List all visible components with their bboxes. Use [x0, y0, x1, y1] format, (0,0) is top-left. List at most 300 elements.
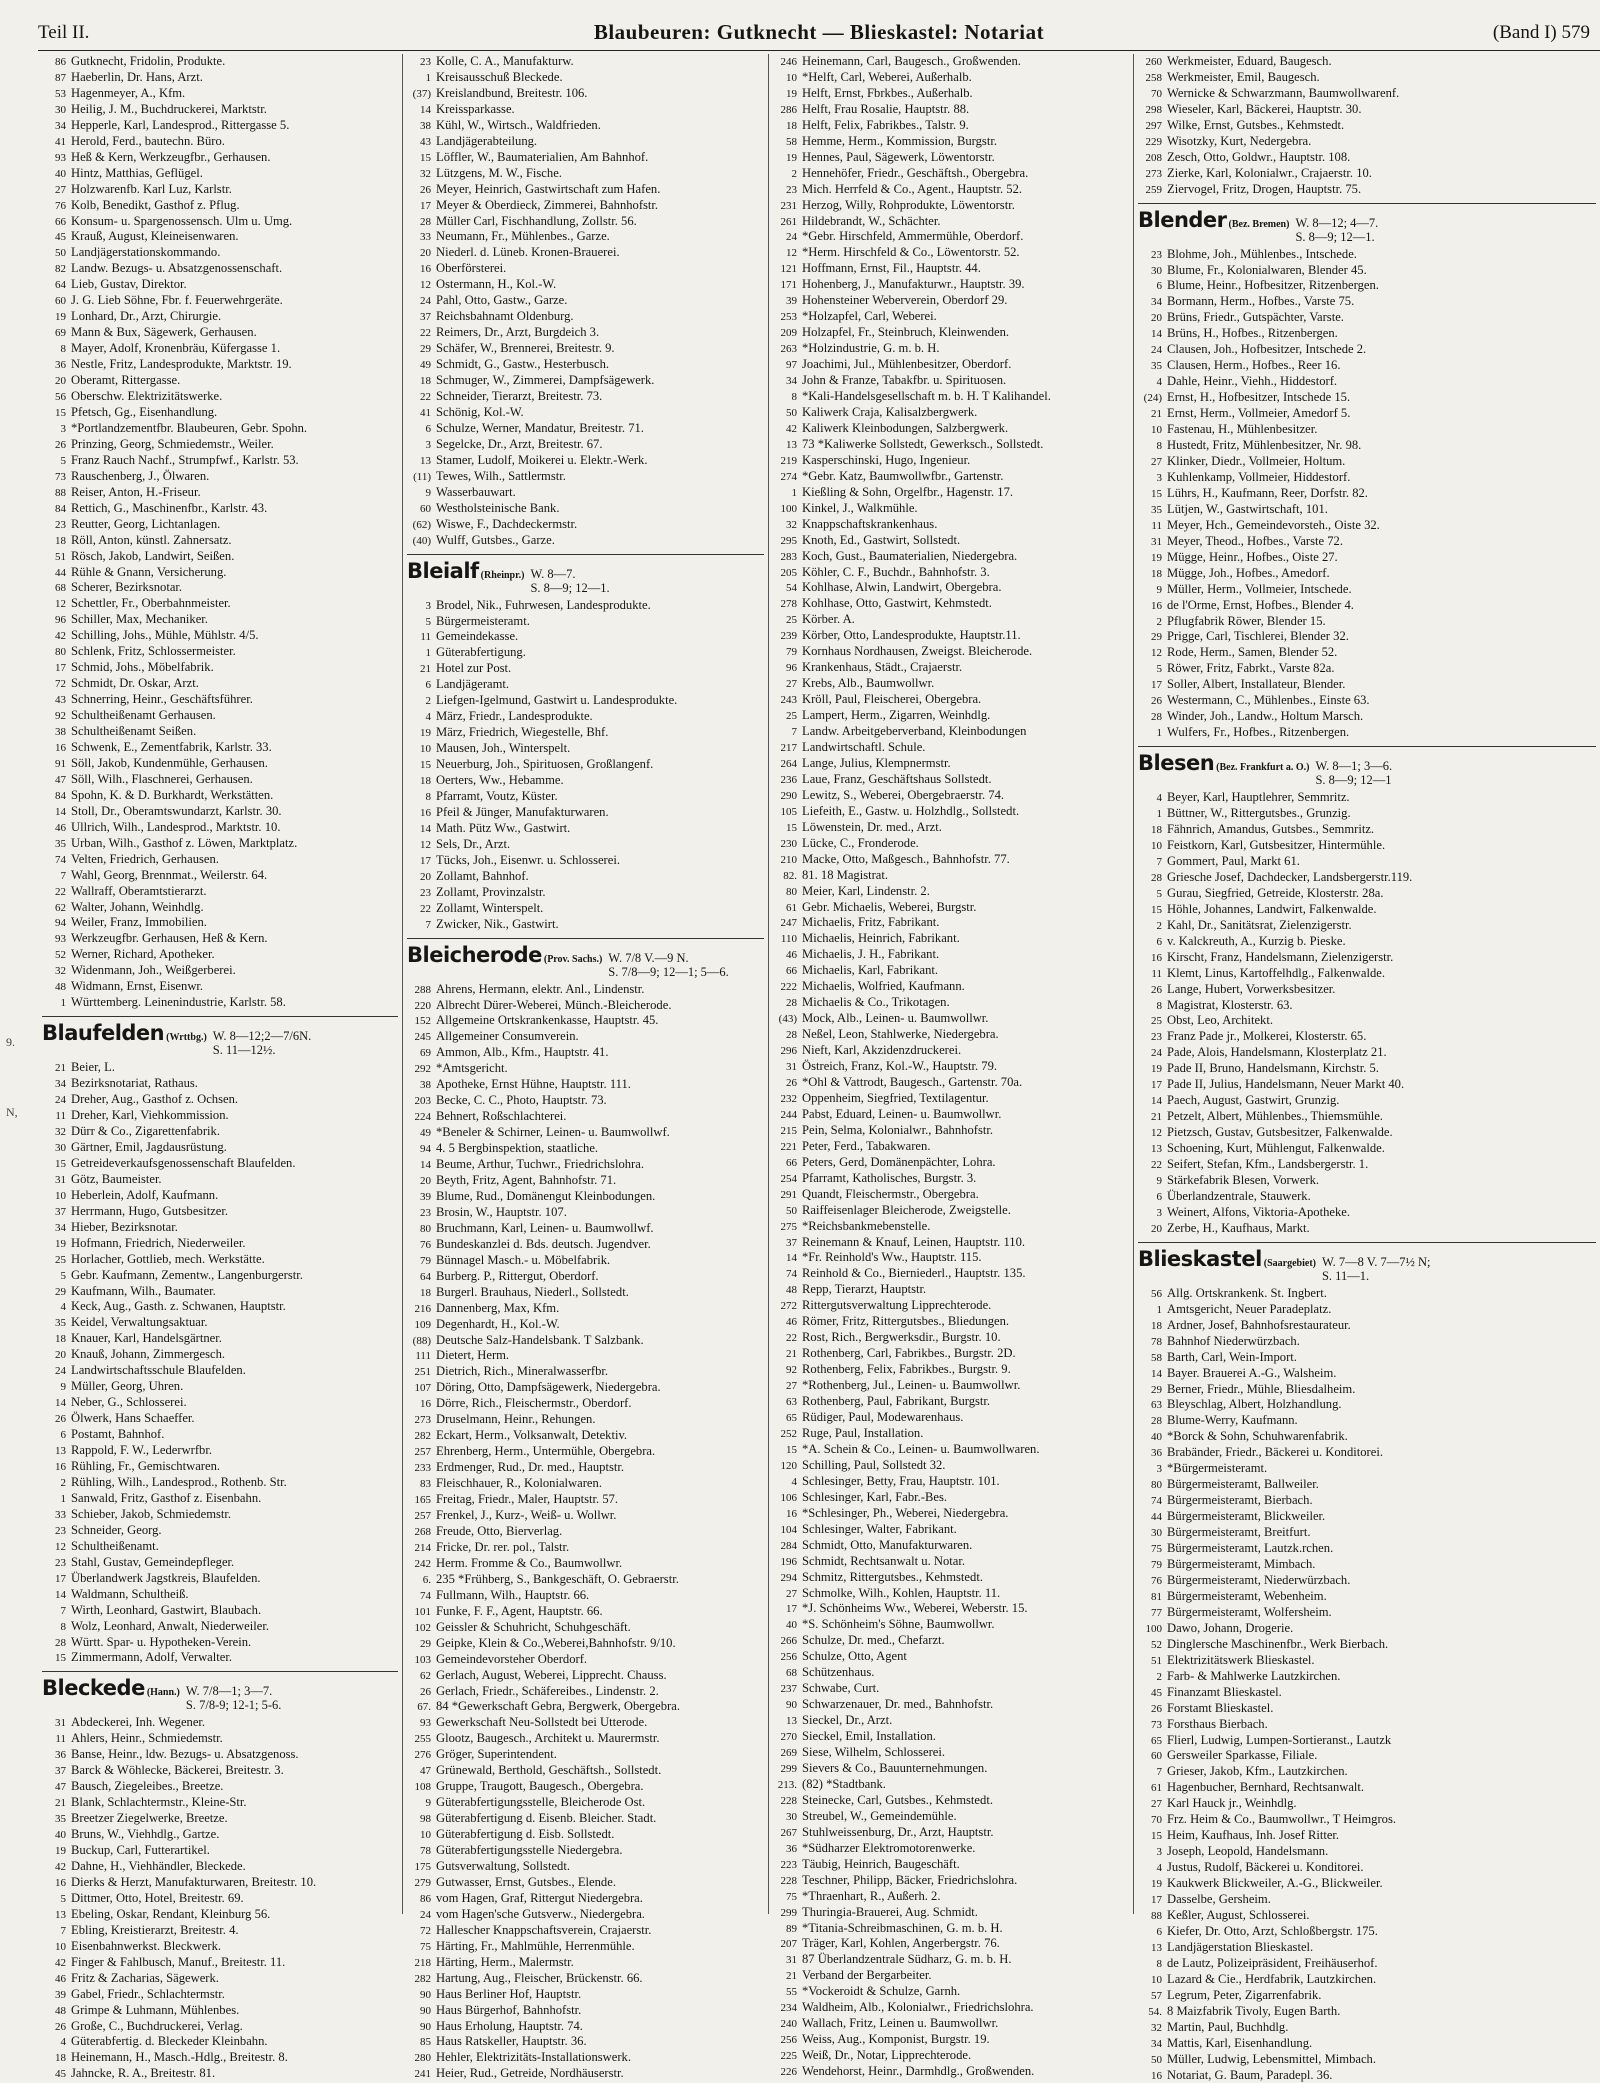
subscriber-name: Seifert, Stefan, Kfm., Landsbergerstr. 1. [1167, 1157, 1369, 1172]
subscriber-name: Schultheißenamt. [71, 1538, 159, 1553]
directory-entry [773, 517, 1129, 533]
phone-number: 295 [780, 534, 797, 547]
phone-number: 37 [786, 1236, 797, 1249]
directory-entry [773, 1506, 1129, 1522]
phone-number: 288 [414, 983, 431, 996]
phone-number: 7 [1156, 855, 1162, 868]
subscriber-name: Ehrenberg, Herm., Untermühle, Obergebra. [436, 1444, 656, 1459]
subscriber-name: Brosin, W., Hauptstr. 107. [436, 1204, 567, 1219]
subscriber-name: Streubel, W., Gemeindemühle. [802, 1808, 957, 1823]
directory-entry [1138, 1924, 1596, 1940]
phone-number: 10 [55, 1189, 66, 1202]
phone-number: 24 [1151, 1047, 1162, 1060]
subscriber-name: Müller, Georg, Uhren. [71, 1379, 184, 1394]
town-name: Blaufelden [42, 1021, 165, 1046]
phone-number: 260 [1145, 56, 1162, 68]
subscriber-name: Weiss, Aug., Komponist, Burgstr. 19. [802, 2032, 990, 2047]
directory-entry [407, 1157, 764, 1173]
phone-number: 65 [786, 1412, 797, 1425]
subscriber-name: Finger & Fahlbusch, Manuf., Breitestr. 11. [71, 1954, 286, 1969]
directory-entry [1138, 1541, 1596, 1557]
phone-number: 3 [60, 422, 66, 435]
phone-number: 1 [60, 997, 66, 1010]
directory-entry [42, 708, 398, 724]
subscriber-name: Michaelis & Co., Trikotagen. [802, 995, 950, 1010]
directory-entry [773, 836, 1129, 852]
directory-entry [773, 214, 1129, 230]
phone-number: 6 [1156, 1190, 1162, 1203]
column-3 [769, 54, 1134, 2079]
phone-number: 291 [780, 1188, 797, 1201]
directory-entry [773, 229, 1129, 245]
phone-number: 32 [1151, 2021, 1162, 2034]
subscriber-name: Bleyschlag, Albert, Holzhandlung. [1167, 1397, 1342, 1412]
subscriber-name: Gutwasser, Ernst, Gutsbes., Elende. [436, 1874, 616, 1889]
subscriber-name: Rösch, Jakob, Landwirt, Seißen. [71, 548, 235, 563]
subscriber-name: Gärtner, Emil, Jagdausrüstung. [71, 1139, 227, 1154]
directory-entry [407, 2003, 764, 2019]
directory-entry [1138, 326, 1596, 342]
phone-number: 35 [55, 1317, 66, 1330]
subscriber-name: Oerters, Ww., Hebamme. [436, 773, 564, 788]
phone-number: 14 [1151, 1367, 1162, 1380]
phone-number: 48 [55, 981, 66, 994]
subscriber-name: Überlandwerk Jagstkreis, Blaufelden. [71, 1570, 261, 1585]
phone-number: 165 [414, 1494, 431, 1507]
phone-number: 93 [55, 151, 66, 164]
phone-number: 94 [55, 917, 66, 930]
directory-entry [407, 1317, 764, 1333]
directory-entry [42, 1124, 398, 1140]
subscriber-name: Brüns, Friedr., Gutspächter, Varste. [1167, 310, 1344, 325]
subscriber-name: Herold, Ferd., bautechn. Büro. [71, 133, 225, 148]
phone-number: 203 [414, 1095, 431, 1108]
subscriber-name: Ruge, Paul, Installation. [802, 1425, 924, 1440]
phone-number: 6 [425, 422, 431, 435]
phone-number: 35 [1151, 360, 1162, 373]
phone-number: 27 [786, 1587, 797, 1600]
phone-number: 42 [786, 422, 797, 435]
directory-entry [42, 1715, 398, 1731]
phone-number: (24) [1143, 392, 1162, 405]
subscriber-name: Brabänder, Friedr., Bäckerei u. Konditorei. [1167, 1445, 1383, 1460]
subscriber-name: Mügge, Heinr., Hofbes., Oiste 27. [1167, 549, 1338, 564]
phone-number: 34 [55, 1221, 66, 1234]
office-hours [530, 567, 609, 595]
subscriber-name: Württ. Spar- u. Hypotheken-Verein. [71, 1634, 252, 1649]
directory-entry [407, 1699, 764, 1715]
subscriber-name: Keßler, August, Schlosserei. [1167, 1907, 1310, 1922]
phone-number: 63 [786, 1396, 797, 1409]
directory-entry [407, 1763, 764, 1779]
subscriber-name: Nestle, Fritz, Landesprodukte, Marktstr. 19. [71, 357, 292, 372]
phone-number: 27 [786, 1380, 797, 1393]
subscriber-name: Joachimi, Jul., Mühlenbesitzer, Oberdorf. [802, 357, 1012, 372]
subscriber-name: Teschner, Philipp, Bäcker, Friedrichslohra. [802, 1872, 1018, 1887]
phone-number: 256 [780, 1651, 797, 1664]
directory-entry [773, 724, 1129, 740]
directory-entry [42, 628, 398, 644]
directory-entry [773, 485, 1129, 501]
subscriber-name: *Gebr. Hirschfeld, Ammermühle, Oberdorf. [802, 229, 1024, 244]
page-title: Blaubeuren: Gutknecht — Blieskastel: Notariat [593, 20, 1045, 44]
directory-entry [407, 693, 764, 709]
directory-entry [42, 820, 398, 836]
directory-entry [1138, 1605, 1596, 1621]
subscriber-name: Elektrizitätswerk Blieskastel. [1167, 1652, 1315, 1667]
directory-entry [1138, 566, 1596, 582]
phone-number: 66 [786, 1156, 797, 1169]
town-name: Bleckede [42, 1676, 145, 1701]
subscriber-name: Hehler, Elektrizitäts-Installationswerk. [436, 2050, 631, 2065]
subscriber-name: Helft, Ernst, Fbrkbes., Außerhalb. [802, 85, 973, 100]
phone-number: 78 [1151, 1335, 1162, 1348]
phone-number: 266 [780, 1635, 797, 1648]
phone-number: 1 [791, 486, 797, 499]
phone-number: 107 [414, 1382, 431, 1395]
subscriber-name: Müller, Herm., Vollmeier, Intschede. [1167, 581, 1352, 596]
directory-entry [1138, 1477, 1596, 1493]
subscriber-name: Schmuger, W., Zimmerei, Dampfsägewerk. [436, 373, 655, 388]
subscriber-name: Fleischhauer, R., Kolonialwaren. [436, 1476, 602, 1491]
subscriber-name: Griesche Josef, Dachdecker, Landsbergerstr.119. [1167, 869, 1413, 884]
phone-number: 92 [786, 1364, 797, 1377]
directory-entry [407, 773, 764, 789]
phone-number: 279 [414, 1876, 431, 1889]
subscriber-name: Ernst, H., Hofbesitzer, Intschede 15. [1167, 390, 1351, 405]
directory-entry [407, 2034, 764, 2050]
subscriber-name: Ardner, Josef, Bahnhofsrestaurateur. [1167, 1317, 1351, 1332]
directory-entry [1138, 693, 1596, 709]
directory-page [38, 10, 1600, 2082]
directory-entry [773, 70, 1129, 86]
directory-entry [42, 1188, 398, 1204]
subscriber-name: John & Franze, Tabakfbr. u. Spirituosen. [802, 373, 1007, 388]
subscriber-name: Güterabfertig. d. Bleckeder Kleinbahn. [71, 2034, 268, 2049]
phone-number: 23 [1151, 248, 1162, 261]
subscriber-name: Landjägerabteilung. [436, 133, 538, 148]
directory-entry [773, 1601, 1129, 1617]
phone-number: 7 [791, 726, 797, 739]
office-hours-line: W. 7/8 V.—9 N. [608, 950, 689, 965]
subscriber-name: Hallescher Knappschaftsverein, Crajaerstr. [436, 1922, 652, 1937]
directory-entry [773, 820, 1129, 836]
town-heading [42, 1016, 398, 1057]
subscriber-name: Herrmann, Hugo, Gutsbesitzer. [71, 1203, 229, 1218]
phone-number: 14 [420, 822, 431, 835]
directory-entry [407, 1077, 764, 1093]
subscriber-name: Weinert, Alfons, Viktoria-Apotheke. [1167, 1204, 1351, 1219]
phone-number: 39 [786, 295, 797, 308]
subscriber-name: Zierke, Karl, Kolonialwr., Crajaerstr. 10. [1167, 165, 1372, 180]
phone-number: 18 [1151, 824, 1162, 837]
directory-entry [1138, 1429, 1596, 1445]
phone-number: 152 [414, 1015, 431, 1028]
subscriber-name: Bürgermeisteramt, Blickweiler. [1167, 1509, 1326, 1524]
subscriber-name: Büttner, W., Rittergutsbes., Grunzig. [1167, 806, 1351, 821]
subscriber-name: Kolle, C. A., Manufakturw. [436, 54, 574, 68]
directory-entry [407, 2019, 764, 2035]
directory-entry [42, 198, 398, 214]
phone-number: 245 [414, 1031, 431, 1044]
office-hours-line: S. 7/8-9; 12-1; 5-6. [185, 1698, 282, 1713]
phone-number: 53 [55, 87, 66, 100]
subscriber-name: Barth, Carl, Wein-Import. [1167, 1349, 1297, 1364]
subscriber-name: Feistkorn, Karl, Gutsbesitzer, Hintermühle. [1167, 837, 1386, 852]
subscriber-name: Magistrat, Klosterstr. 63. [1167, 997, 1293, 1012]
directory-entry [773, 437, 1129, 453]
phone-number: 12 [55, 1540, 66, 1553]
subscriber-name: *Amtsgericht. [436, 1061, 508, 1076]
subscriber-name: Zollamt, Bahnhof. [436, 868, 529, 883]
directory-entry [407, 134, 764, 150]
subscriber-name: Beume, Arthur, Tuchwr., Friedrichslohra. [436, 1157, 644, 1172]
phone-number: 19 [1151, 1878, 1162, 1891]
phone-number: 46 [55, 1972, 66, 1985]
subscriber-name: Schwenk, E., Zementfabrik, Karlstr. 33. [71, 739, 272, 754]
subscriber-name: Bundeskanzlei d. Bds. deutsch. Jugendver. [436, 1236, 651, 1251]
phone-number: 50 [786, 406, 797, 419]
directory-entry [773, 947, 1129, 963]
subscriber-name: Hemme, Herm., Kommission, Burgstr. [802, 133, 997, 148]
phone-number: 10 [786, 71, 797, 84]
directory-entry [773, 1522, 1129, 1538]
directory-entry [1138, 2068, 1596, 2083]
phone-number: 11 [55, 1733, 66, 1746]
subscriber-name: Flierl, Ludwig, Lumpen-Sortieranst., Lautzk [1167, 1732, 1392, 1747]
subscriber-name: Holzapfel, Fr., Steinbruch, Kleinwenden. [802, 325, 1010, 340]
directory-entry [773, 1203, 1129, 1219]
subscriber-name: Bayer. Brauerei A.-G., Walsheim. [1167, 1365, 1337, 1380]
phone-number: 278 [780, 598, 797, 611]
subscriber-name: *J. Schönheims Ww., Weberei, Weberstr. 15. [802, 1601, 1028, 1616]
subscriber-name: Röll, Anton, künstl. Zahnersatz. [71, 532, 232, 547]
directory-entry [42, 1843, 398, 1859]
subscriber-name: Württemberg. Leinenindustrie, Karlstr. 58. [71, 995, 286, 1010]
directory-entry [1138, 1844, 1596, 1860]
subscriber-name: Segelcke, Dr., Arzt, Breitestr. 67. [436, 436, 603, 451]
phone-number: 26 [420, 1685, 431, 1698]
phone-number: 101 [414, 1605, 431, 1618]
directory-entry [1138, 1189, 1596, 1205]
subscriber-name: Werner, Richard, Apotheker. [71, 947, 215, 962]
directory-entry [773, 1442, 1129, 1458]
directory-entry [42, 501, 398, 517]
phone-number: 30 [1151, 1527, 1162, 1540]
phone-number: 19 [55, 1237, 66, 1250]
subscriber-name: Ölwerk, Hans Schaeffer. [71, 1411, 195, 1426]
phone-number: 257 [414, 1446, 431, 1459]
subscriber-name: Landjägerstation Blieskastel. [1167, 1939, 1314, 1954]
directory-entry [42, 580, 398, 596]
subscriber-name: Gersweiler Sparkasse, Filiale. [1167, 1748, 1318, 1763]
directory-entry [1138, 1445, 1596, 1461]
directory-entry [773, 676, 1129, 692]
phone-number: 29 [1151, 1383, 1162, 1396]
subscriber-name: Ebeling, Oskar, Rendant, Kleinburg 56. [71, 1906, 271, 1921]
directory-entry [42, 1395, 398, 1411]
directory-entry [1138, 1685, 1596, 1701]
directory-entry [773, 325, 1129, 341]
directory-entry [1138, 406, 1596, 422]
subscriber-name: Bürgermeisteramt, Mimbach. [1167, 1557, 1316, 1572]
directory-entry [42, 1363, 398, 1379]
directory-entry [773, 740, 1129, 756]
directory-entry [42, 1987, 398, 2003]
phone-number: 239 [780, 630, 797, 643]
subscriber-name: Schoening, Kurt, Mühlengut, Falkenwalde. [1167, 1141, 1385, 1156]
subscriber-name: Grimpe & Luhmann, Mühlenbes. [71, 2002, 240, 2017]
phone-number: 16 [786, 1507, 797, 1520]
directory-entry [773, 644, 1129, 660]
subscriber-name: Kinkel, J., Walkmühle. [802, 500, 918, 515]
subscriber-name: Obst, Leo, Architekt. [1167, 1013, 1273, 1028]
directory-entry [773, 756, 1129, 772]
subscriber-name: Rothenberg, Felix, Fabrikbes., Burgstr. 9. [802, 1362, 1011, 1377]
directory-entry [42, 1379, 398, 1395]
subscriber-name: Hagenmeyer, A., Kfm. [71, 85, 186, 100]
directory-entry [773, 1777, 1129, 1793]
phone-number: 14 [55, 1397, 66, 1410]
subscriber-name: Kühl, W., Wirtsch., Waldfrieden. [436, 117, 601, 132]
subscriber-name: Bausch, Ziegeleibes., Breetze. [71, 1779, 224, 1794]
phone-number: 4 [60, 2036, 66, 2049]
phone-number: 26 [55, 438, 66, 451]
subscriber-name: Raiffeisenlager Bleicherode, Zweigstelle. [802, 1202, 1011, 1217]
directory-entry [1138, 1077, 1596, 1093]
subscriber-name: Burberg. P., Rittergut, Oberdorf. [436, 1268, 599, 1283]
subscriber-name: Schmid, Johs., Möbelfabrik. [71, 660, 214, 675]
phone-number: 19 [1151, 551, 1162, 564]
subscriber-name: Grieser, Jakob, Kfm., Lautzkirchen. [1167, 1764, 1348, 1779]
subscriber-name: *Schlesinger, Ph., Weberei, Niedergebra. [802, 1505, 1009, 1520]
phone-number: 28 [786, 997, 797, 1010]
directory-entry [407, 1731, 764, 1747]
subscriber-name: Gemeindevorsteher Oberdorf. [436, 1651, 588, 1666]
phone-number: 8 [425, 790, 431, 803]
directory-entry [407, 1524, 764, 1540]
office-hours [608, 951, 729, 979]
directory-entry [773, 182, 1129, 198]
phone-number: 72 [420, 1924, 431, 1937]
subscriber-name: Schiller, Max, Mechaniker. [71, 612, 208, 627]
phone-number: 268 [414, 1525, 431, 1538]
subscriber-name: Wiswe, F., Dachdeckermstr. [436, 516, 578, 531]
directory-entry [773, 1809, 1129, 1825]
subscriber-name: Neumann, Fr., Mühlenbes., Garze. [436, 229, 610, 244]
subscriber-name: Klinker, Diedr., Vollmeier, Holtum. [1167, 453, 1346, 468]
directory-entry [773, 1059, 1129, 1075]
subscriber-name: Mich. Herrfeld & Co., Agent., Hauptstr. 52. [802, 181, 1023, 196]
subscriber-name: Pfeil & Jünger, Manufakturwaren. [436, 804, 609, 819]
phone-number: 286 [780, 103, 797, 116]
directory-entry [42, 1971, 398, 1987]
phone-number: 1 [1156, 808, 1162, 821]
phone-number: 5 [1156, 887, 1162, 900]
phone-number: 17 [1151, 1079, 1162, 1092]
directory-entry [42, 1955, 398, 1971]
phone-number: 91 [55, 757, 66, 770]
subscriber-name: Wallach, Fritz, Leinen u. Baumwollwr. [802, 2016, 999, 2031]
phone-number: 74 [1151, 1495, 1162, 1508]
phone-number: 35 [1151, 503, 1162, 516]
phone-number: 5 [60, 1892, 66, 1905]
phone-number: 3 [1156, 1463, 1162, 1476]
phone-number: 31 [786, 1061, 797, 1074]
directory-entry [407, 1061, 764, 1077]
phone-number: (43) [778, 1013, 797, 1026]
phone-number: 16 [55, 741, 66, 754]
subscriber-name: Eckart, Herm., Volksanwalt, Detektiv. [436, 1428, 628, 1443]
phone-number: 24 [420, 295, 431, 308]
subscriber-name: 87 Überlandzentrale Südharz, G. m. b. H. [802, 1952, 1012, 1967]
phone-number: 96 [55, 614, 66, 627]
phone-number: 26 [786, 1077, 797, 1089]
phone-number: 24 [786, 231, 797, 244]
phone-number: 36 [786, 1842, 797, 1855]
phone-number: 218 [414, 1956, 431, 1969]
directory-entry [42, 1907, 398, 1923]
directory-entry [1138, 166, 1596, 182]
directory-entry [773, 612, 1129, 628]
phone-number: 22 [786, 1332, 797, 1345]
directory-entry [773, 868, 1129, 884]
directory-entry [42, 1172, 398, 1188]
subscriber-name: Reimers, Dr., Arzt, Burgdeich 3. [436, 325, 600, 340]
phone-number: 55 [786, 1986, 797, 1999]
subscriber-name: Freude, Otto, Bierverlag. [436, 1523, 563, 1538]
phone-number: 44 [1151, 1511, 1162, 1524]
phone-number: 67. [417, 1701, 431, 1714]
directory-entry [42, 1650, 398, 1666]
directory-entry [407, 1795, 764, 1811]
phone-number: 7 [60, 869, 66, 882]
directory-entry [773, 1043, 1129, 1059]
phone-number: 9 [60, 1381, 66, 1394]
phone-number: 6 [1156, 280, 1162, 293]
subscriber-name: Berner, Friedr., Mühle, Bliesdalheim. [1167, 1381, 1356, 1396]
phone-number: 23 [420, 886, 431, 899]
town-heading [1138, 746, 1596, 787]
subscriber-name: Blume, Rud., Domänengut Kleinbodungen. [436, 1188, 656, 1203]
phone-number: 84 [55, 502, 66, 515]
phone-number: 228 [780, 1874, 797, 1887]
directory-entry [42, 692, 398, 708]
phone-number: 31 [1151, 535, 1162, 548]
phone-number: 15 [1151, 903, 1162, 916]
phone-number: 25 [786, 614, 797, 627]
directory-entry [407, 1779, 764, 1795]
phone-number: 60 [1151, 1750, 1162, 1763]
subscriber-name: Meyer & Oberdieck, Zimmerei, Bahnhofstr. [436, 197, 659, 212]
phone-number: 42 [55, 1860, 66, 1873]
phone-number: 231 [780, 199, 797, 212]
directory-entry [42, 517, 398, 533]
subscriber-name: Helft, Frau Rosalie, Hauptstr. 88. [802, 101, 970, 116]
subscriber-name: Laue, Franz, Geschäftshaus Sollstedt. [802, 771, 992, 786]
directory-entry [773, 261, 1129, 277]
directory-entry [1138, 247, 1596, 263]
subscriber-name: Meyer, Theod., Hofbes., Varste 72. [1167, 533, 1344, 548]
subscriber-name: Dietert, Herm. [436, 1348, 510, 1363]
directory-entry [1138, 454, 1596, 470]
town-heading [1138, 1242, 1596, 1283]
directory-entry [42, 214, 398, 230]
directory-entry [1138, 1141, 1596, 1157]
subscriber-name: Schultheißenamt Seißen. [71, 724, 197, 739]
directory-entry [407, 725, 764, 741]
subscriber-name: Weiß, Dr., Notar, Lipprechterode. [802, 2048, 972, 2063]
